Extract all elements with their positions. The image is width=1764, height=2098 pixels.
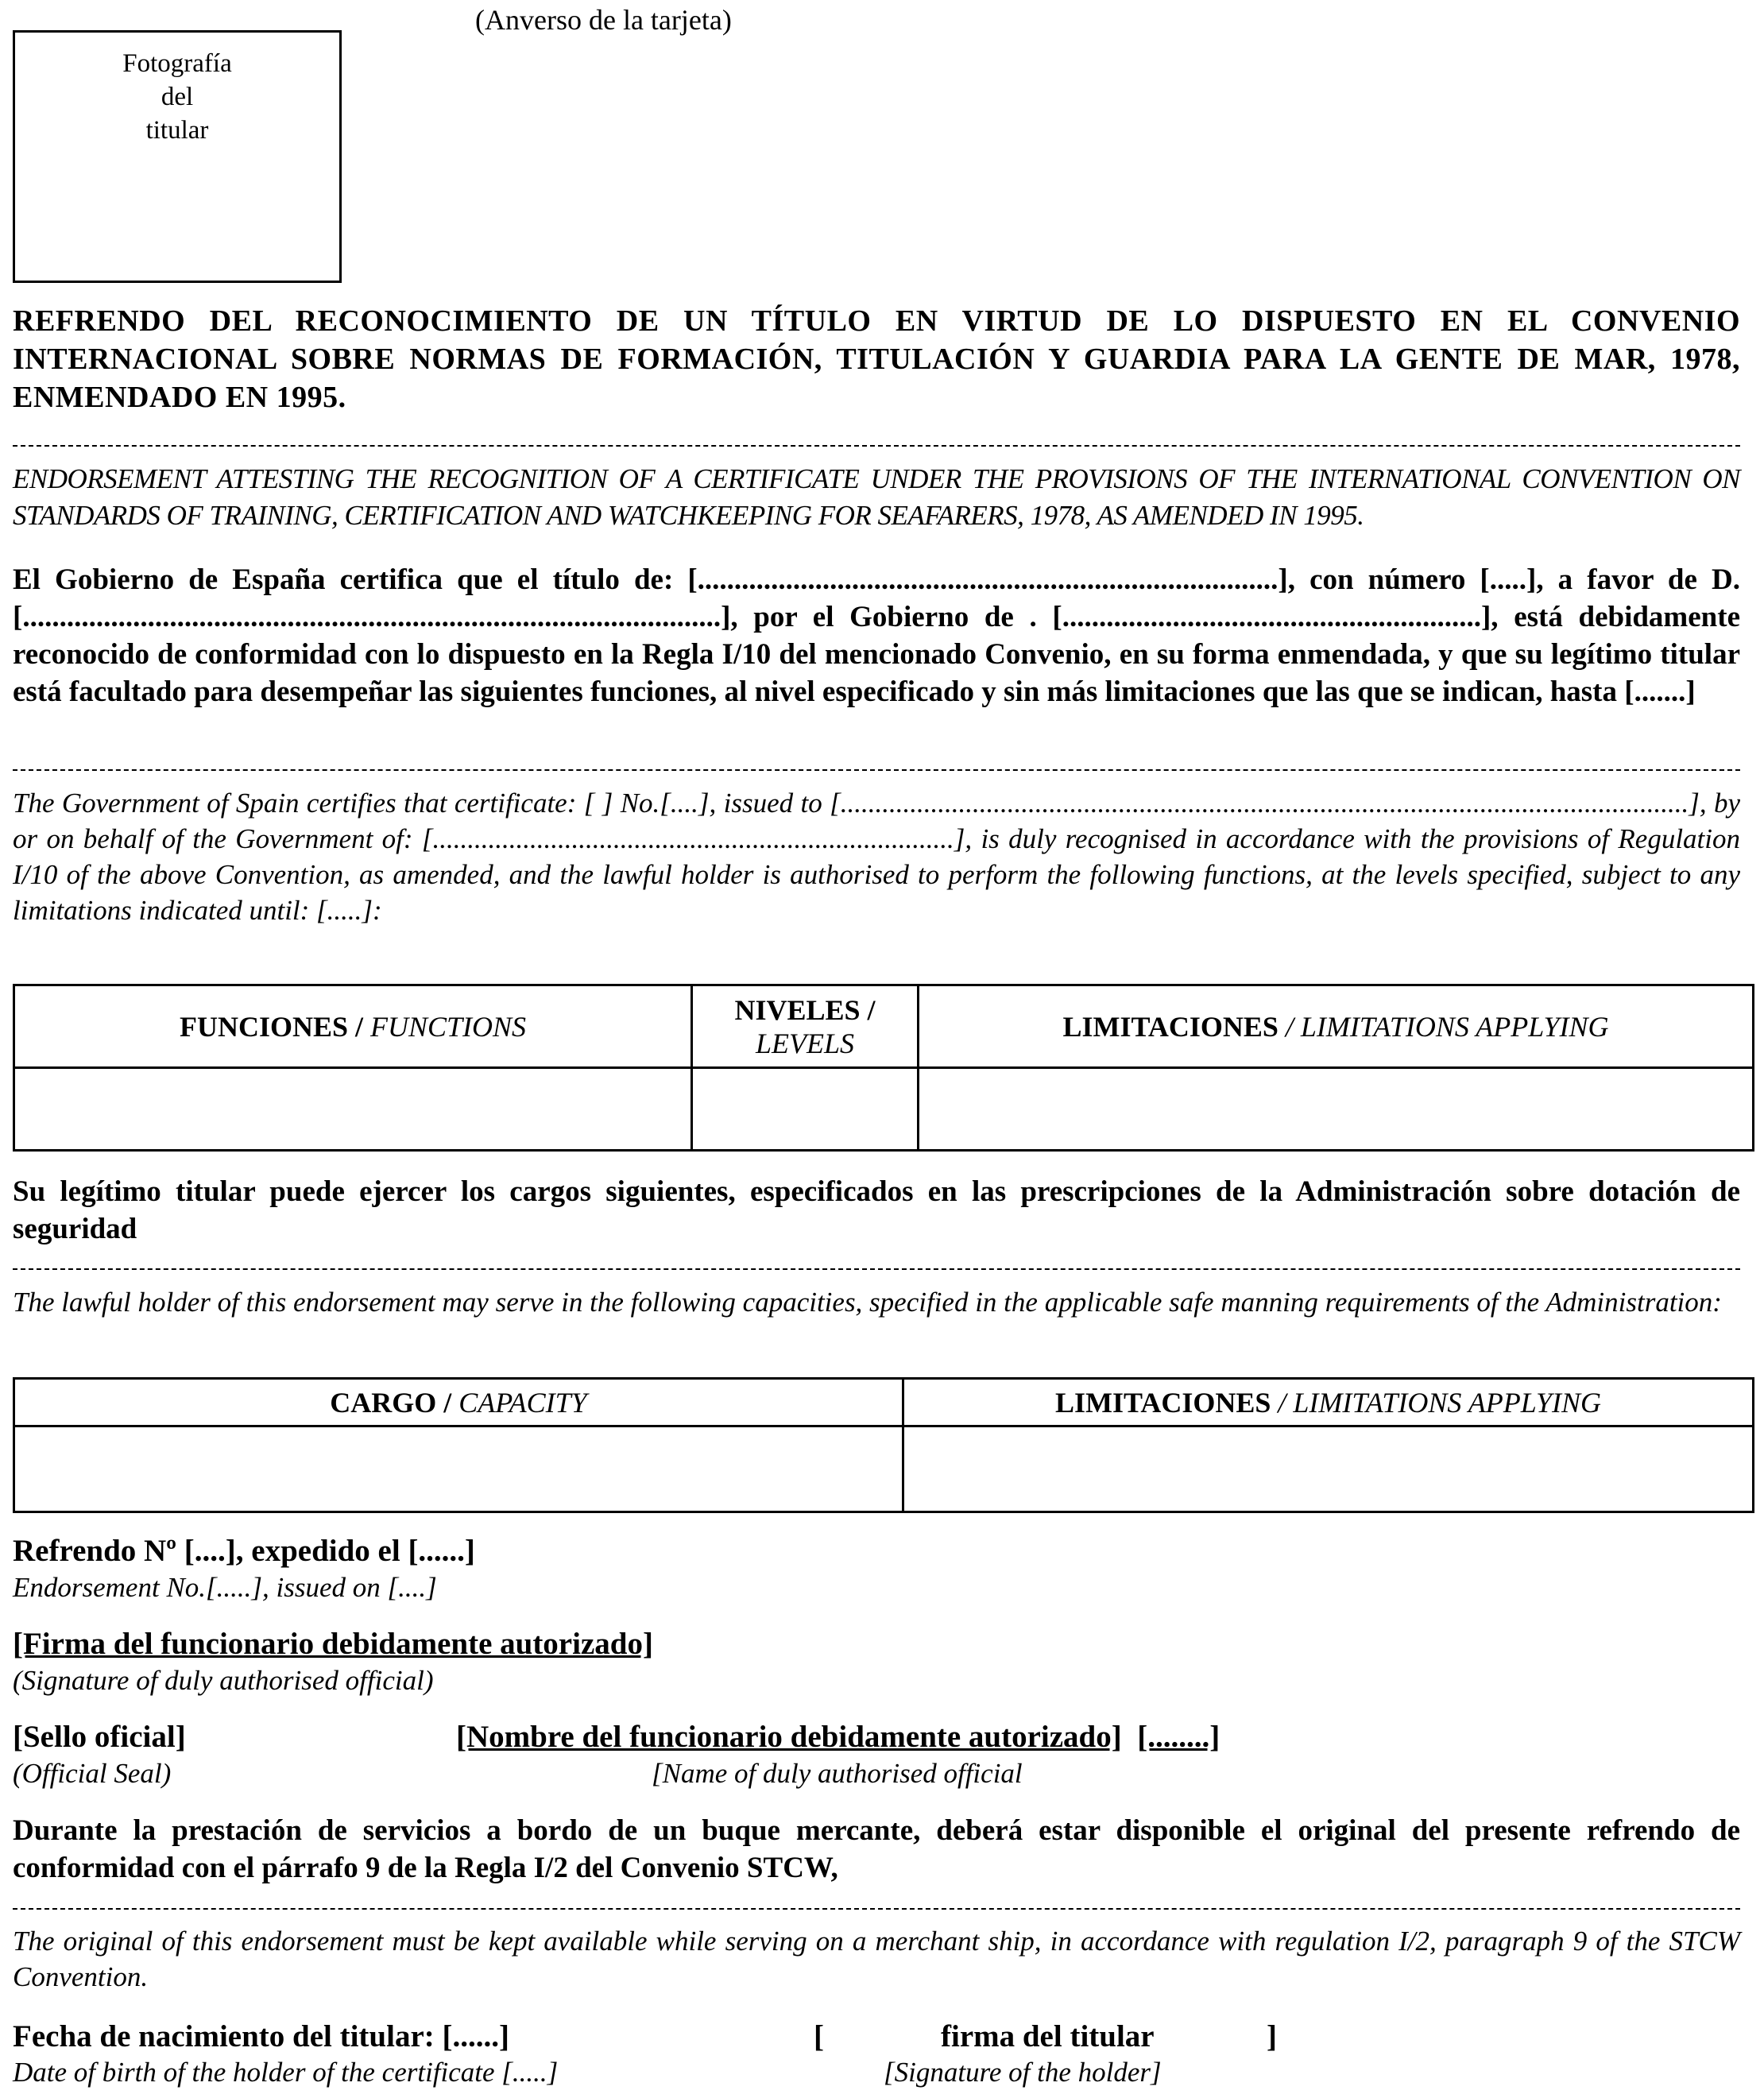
endorsement-number-en: Endorsement No.[.....], issued on [....] <box>13 1572 437 1603</box>
capacity-limitations-header-en: / LIMITATIONS APPLYING <box>1278 1386 1602 1419</box>
capacity-limitations-header <box>903 1379 1754 1426</box>
holder-photo-box <box>13 30 342 283</box>
functions-header-es: FUNCIONES / <box>179 1010 363 1043</box>
official-name-label: [Nombre del funcionario debidamente autorizado] <box>456 1720 1122 1754</box>
divider <box>13 769 1740 771</box>
certification-spanish: El Gobierno de España certifica que el título de: [...............................................................................], con número [.....], a favor de D. [...............................................................................................], por el Gobierno de . [.........................................................], está debidamente reconocido de conformidad con lo dispuesto en la Regla I/10 del mencionado Convenio, en su forma enmendada, y que su legítimo titular está facultado para desempeñar las siguientes funciones, al nivel especificado y sin más limitaciones que las que se indican, hasta [.......] <box>13 563 1740 708</box>
official-seal-en: (Official Seal) <box>13 1758 172 1789</box>
holder-signature-open-bracket: [ <box>814 2019 824 2053</box>
capacity-header-en: CAPACITY <box>458 1386 587 1419</box>
levels-header-es: NIVELES / <box>734 993 876 1026</box>
endorsement-number-es: Refrendo Nº [....], expedido el [......] <box>13 1534 475 1568</box>
divider <box>13 445 1740 447</box>
card-side-label: (Anverso de la tarjeta) <box>475 4 732 36</box>
date-of-birth-en: Date of birth of the holder of the certificate [.....] <box>13 2057 559 2088</box>
capacity-limitations-header-es: LIMITACIONES <box>1054 1386 1271 1419</box>
original-notice-english: The original of this endorsement must be kept available while serving on a merchant ship, in accordance with regulation I/2, paragraph 9 of the STCW Convention. <box>13 1926 1740 1992</box>
functions-table-row <box>14 1068 1754 1151</box>
functions-table <box>13 984 1754 1152</box>
capacity-cell[interactable] <box>14 1426 903 1512</box>
capacity-table <box>13 1377 1754 1513</box>
functions-header <box>14 985 692 1068</box>
functions-table-header <box>14 985 1754 1068</box>
capacity-header <box>14 1379 903 1426</box>
capacity-header-es: CARGO / <box>330 1386 452 1419</box>
photo-label-line1: Fotografía <box>122 49 232 78</box>
photo-label-line3: titular <box>145 116 209 145</box>
levels-cell[interactable] <box>692 1068 919 1151</box>
functions-header-en: FUNCTIONS <box>370 1010 527 1043</box>
levels-header <box>692 985 919 1068</box>
functions-cell[interactable] <box>14 1068 692 1151</box>
title-english: ENDORSEMENT ATTESTING THE RECOGNITION OF A CERTIFICATE UNDER THE PROVISIONS OF THE INTERNATIONAL CONVENTION ON STANDARDS OF TRAINING, CERTIFICATION AND WATCHKEEPING FOR SEAFARERS, 1978, AS AMENDED IN 1995. <box>13 463 1740 531</box>
certification-english: The Government of Spain certifies that certificate: [ ] No.[....], issued to [..........................................................................................................................], by or on behalf of the Government of: [...........................................................................], is duly recognised in accordance with the provisions of Regulation I/10 of the above Convention, as amended, and the lawful holder is authorised to perform the following functions, at the levels specified, subject to any limitations indicated until: [.....]: <box>13 788 1740 926</box>
capacity-table-header <box>14 1379 1754 1426</box>
official-name-en: [Name of duly authorised official <box>652 1758 1023 1789</box>
official-signature-en: (Signature of duly authorised official) <box>13 1665 434 1696</box>
original-notice-spanish: Durante la prestación de servicios a bordo de un buque mercante, deberá estar disponible el original del presente refrendo de conformidad con el párrafo 9 de la Regla I/2 del Convenio STCW, <box>13 1814 1740 1884</box>
official-signature-es: [Firma del funcionario debidamente autorizado] <box>13 1627 653 1661</box>
limitations-header-es: LIMITACIONES <box>1062 1010 1279 1043</box>
official-name-dots: [........] <box>1137 1720 1220 1754</box>
limitations-header-en: / LIMITATIONS APPLYING <box>1285 1010 1609 1043</box>
official-seal-es: [Sello oficial] <box>13 1720 186 1754</box>
divider <box>13 1908 1740 1910</box>
levels-header-en: LEVELS <box>755 1027 854 1059</box>
capacity-table-row <box>14 1426 1754 1512</box>
divider <box>13 1268 1740 1270</box>
holder-signature-close-bracket: ] <box>1267 2019 1277 2053</box>
date-of-birth-es: Fecha de nacimiento del titular: [......] <box>13 2019 509 2053</box>
title-spanish: REFRENDO DEL RECONOCIMIENTO DE UN TÍTULO EN VIRTUD DE LO DISPUESTO EN EL CONVENIO INTERNACIONAL SOBRE NORMAS DE FORMACIÓN, TITULACIÓN Y GUARDIA PARA LA GENTE DE MAR, 1978, ENMENDADO EN 1995. <box>13 304 1740 414</box>
limitations-cell[interactable] <box>919 1068 1754 1151</box>
photo-label-line2: del <box>161 83 194 111</box>
capacity-spanish: Su legítimo titular puede ejercer los cargos siguientes, especificados en las prescripciones de la Administración sobre dotación de seguridad <box>13 1175 1740 1245</box>
official-name-es <box>456 1719 1220 1755</box>
holder-signature-es: firma del titular <box>941 2019 1155 2053</box>
holder-signature-en: [Signature of the holder] <box>884 2057 1162 2088</box>
limitations-header <box>919 985 1754 1068</box>
capacity-english: The lawful holder of this endorsement may serve in the following capacities, specified in the applicable safe manning requirements of the Administration: <box>13 1287 1722 1318</box>
capacity-limitations-cell[interactable] <box>903 1426 1754 1512</box>
